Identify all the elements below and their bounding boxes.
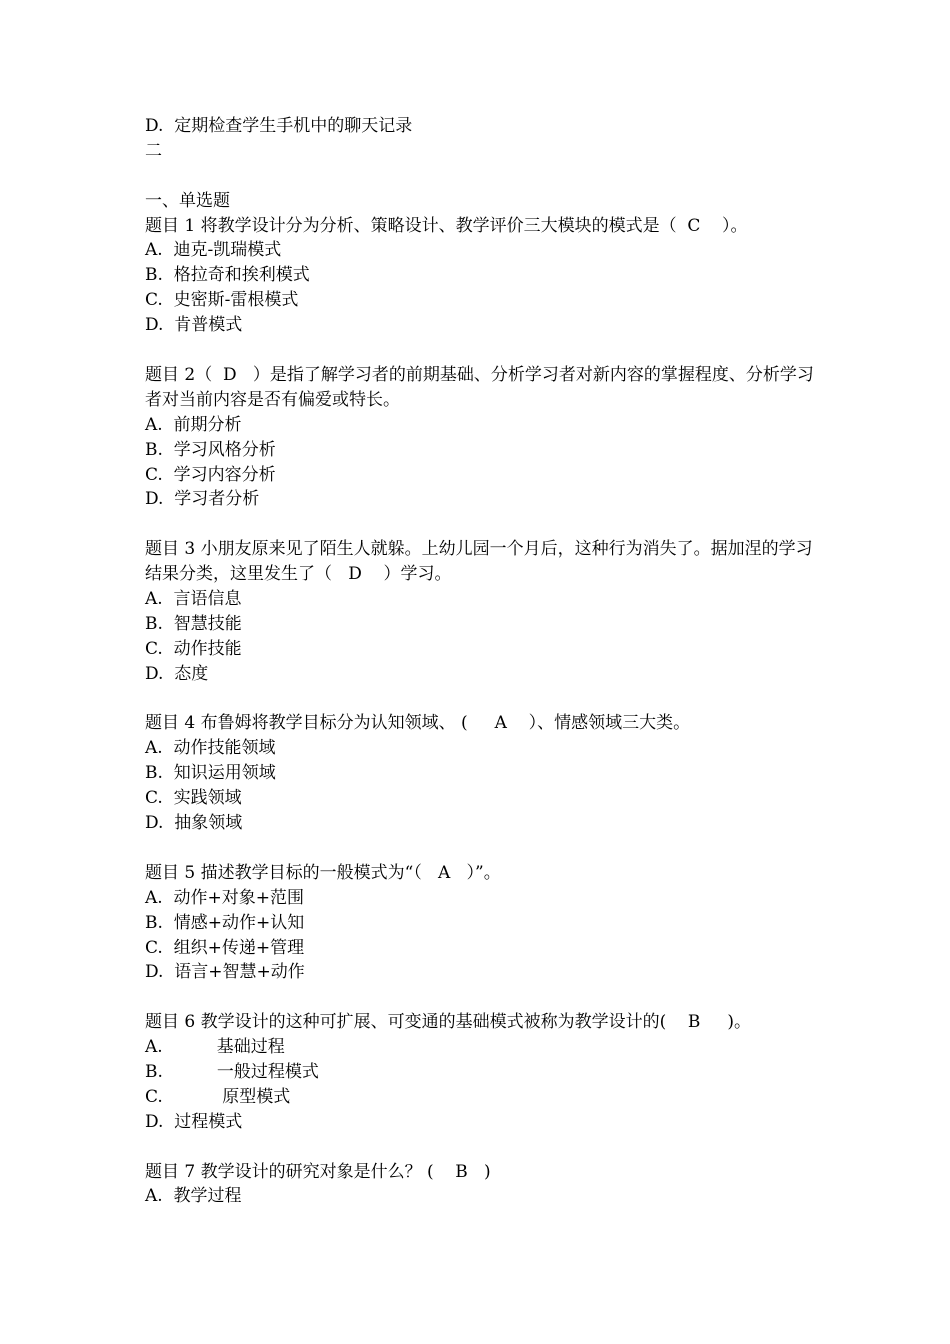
question-text: 题目 7 教学设计的研究对象是什么？ ( B )	[145, 1161, 491, 1182]
option-c: C. 史密斯-雷根模式	[145, 290, 299, 311]
spacer	[145, 164, 825, 189]
question-text: 题目 6 教学设计的这种可扩展、可变通的基础模式被称为教学设计的( B )。	[145, 1012, 752, 1033]
previous-option-text: D. 定期检查学生手机中的聊天记录	[145, 116, 413, 136]
question-5	[145, 861, 825, 985]
option-b: B. 知识运用领域	[145, 763, 276, 784]
question-text: 题目 2（ D ）是指了解学习者的前期基础、分析学习者对新内容的掌握程度、分析学习者对当前内容是否有偏爱或特长。	[145, 364, 814, 410]
question-text: 题目 1 将教学设计分为分析、策略设计、教学评价三大模块的模式是（ C ）。	[145, 215, 748, 236]
question-3	[145, 537, 825, 686]
question-6	[145, 1010, 825, 1134]
option-a: A. 迪克-凯瑞模式	[145, 240, 282, 261]
option-a: A. 基础过程	[145, 1037, 285, 1058]
option-a: A. 言语信息	[145, 589, 242, 609]
option-d: D. 过程模式	[145, 1111, 243, 1132]
option-c: C. 学习内容分析	[145, 464, 276, 485]
option-c: C. 组织+传递+管理	[145, 937, 305, 958]
option-d: D. 学习者分析	[145, 489, 260, 510]
option-b: B. 格拉奇和挨利模式	[145, 265, 310, 286]
spacer	[145, 687, 825, 712]
option-d: D. 语言+智慧+动作	[145, 962, 305, 983]
question-1	[145, 214, 825, 338]
option-a: A. 动作技能领域	[145, 738, 276, 759]
option-c: C. 动作技能	[145, 638, 242, 659]
option-b: B. 学习风格分析	[145, 439, 276, 460]
question-text: 题目 5 描述教学目标的一般模式为“（ A ）”。	[145, 862, 501, 883]
option-b: B. 一般过程模式	[145, 1061, 319, 1082]
option-a: A. 动作+对象+范围	[145, 887, 304, 908]
question-text: 题目 3 小朋友原来见了陌生人就躲。上幼儿园一个月后，这种行为消失了。据加涅的学习结果分类，这里发生了（ D ）学习。	[145, 539, 813, 585]
question-text: 题目 4 布鲁姆将教学目标分为认知领域、 ( A ）、情感领域三大类。	[145, 713, 691, 734]
option-b: B. 情感+动作+认知	[145, 912, 305, 933]
document-page	[145, 114, 825, 1209]
question-2	[145, 363, 825, 512]
question-7	[145, 1160, 825, 1210]
spacer	[145, 338, 825, 363]
option-c: C. 原型模式	[145, 1086, 291, 1107]
option-a: A. 教学过程	[145, 1186, 242, 1207]
section-title: 一、单选题	[145, 190, 230, 211]
spacer	[145, 985, 825, 1010]
part-number: 二	[145, 140, 162, 161]
spacer	[145, 512, 825, 537]
option-d: D. 态度	[145, 663, 209, 684]
spacer	[145, 836, 825, 861]
option-a: A. 前期分析	[145, 414, 242, 435]
question-4	[145, 711, 825, 835]
option-b: B. 智慧技能	[145, 613, 242, 634]
spacer	[145, 1135, 825, 1160]
option-c: C. 实践领域	[145, 788, 242, 809]
option-d: D. 肯普模式	[145, 315, 243, 336]
option-d: D. 抽象领域	[145, 813, 243, 834]
